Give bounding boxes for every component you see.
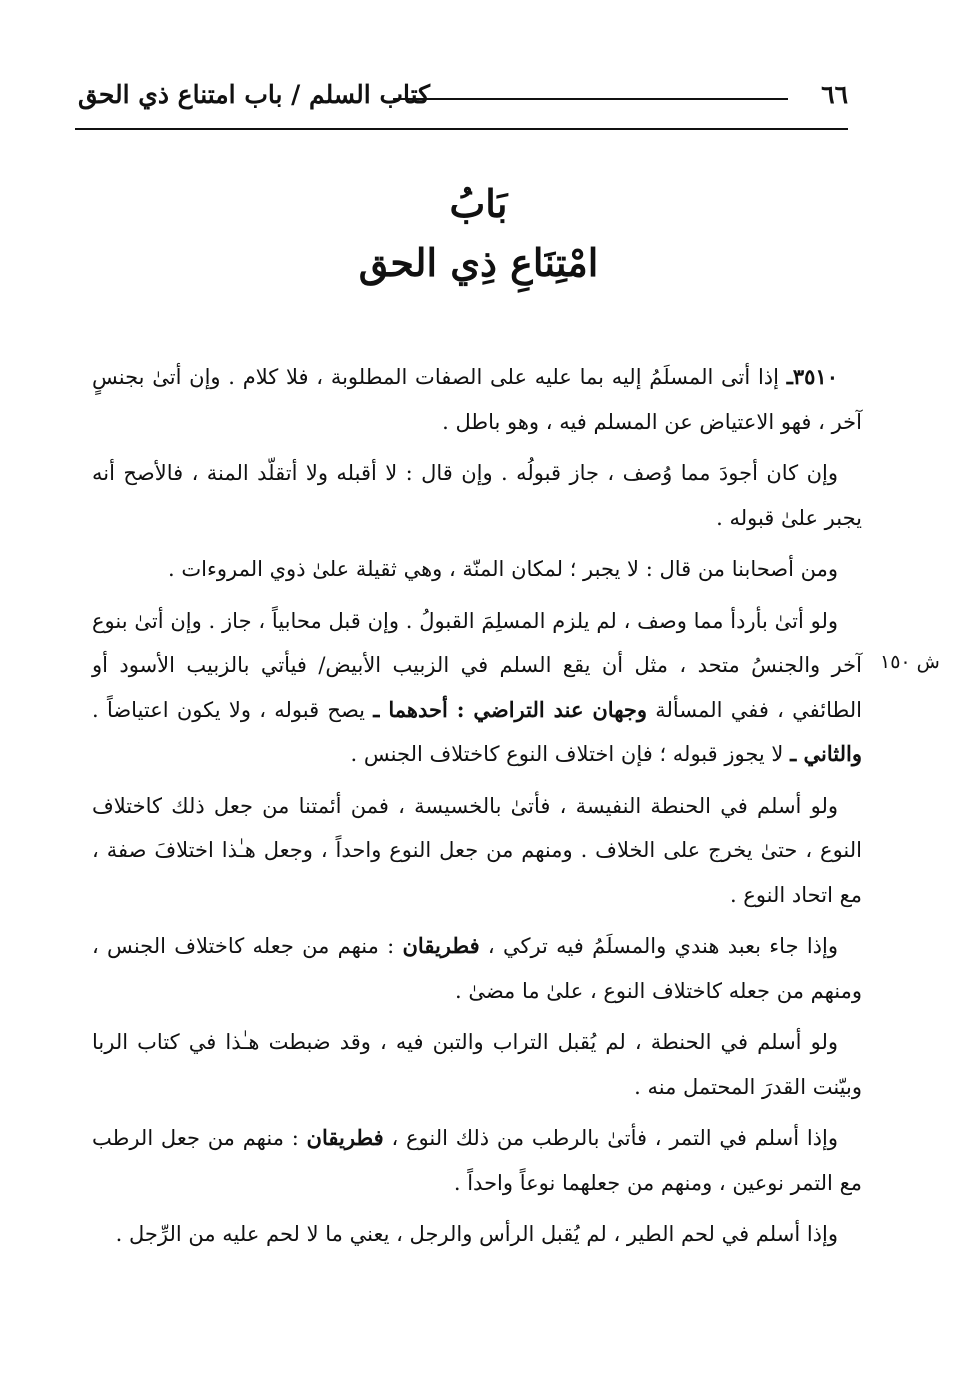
- paragraph-text: لا يجوز قبوله ؛ فإن اختلاف النوع كاختلاف الجنس .: [350, 742, 791, 766]
- paragraph-text: وإذا أسلم في التمر ، فأتىٰ بالرطب من ذلك النوع ،: [383, 1126, 838, 1150]
- paragraph-text: إذا أتى المسلَمُ إليه بما عليه على الصفات المطلوبة ، فلا كلام . وإن أتىٰ بجنسٍ آخر ، فهو الاعتياض عن المسلم فيه ، وهو باطل .: [92, 365, 862, 434]
- chapter-label: بَابُ: [449, 181, 508, 226]
- bold-phrase: فطريقان: [402, 933, 480, 958]
- margin-note: ش ١٥٠: [880, 651, 940, 673]
- paragraph: [92, 599, 862, 777]
- paragraph-text: وإن كان أجودَ مما وُصف ، جاز قبولُه . وإن قال : لا أقبله ولا أتقلّد المنة ، فالأصح أنه يجبر علىٰ قبوله .: [92, 461, 862, 530]
- paragraph: [92, 451, 862, 540]
- paragraph: [92, 784, 862, 918]
- paragraph: [92, 1020, 862, 1109]
- chapter-heading: [0, 175, 957, 293]
- paragraph-text: ولو أسلم في الحنطة ، لم يُقبل التراب والتبن فيه ، وقد ضبطت هـٰذا في كتاب الربا وبيّنت القدرَ المحتمل منه .: [92, 1030, 862, 1099]
- page-number: ٦٦: [821, 80, 848, 109]
- paragraph-text: : منهم من جعله كاختلاف الجنس ، ومنهم من جعله كاختلاف النوع ، علىٰ ما مضىٰ .: [92, 934, 862, 1003]
- paragraph: [92, 1116, 862, 1205]
- paragraph-text: وإذا جاء بعبد هندي والمسلَمُ فيه تركي ،: [479, 934, 838, 958]
- bold-phrase: وجهان عند التراضي : أحدهما ـ: [373, 696, 647, 722]
- paragraph: [92, 547, 862, 592]
- paragraph: [92, 924, 862, 1013]
- header-rule: [393, 98, 788, 100]
- paragraph-text: : منهم من جعل الرطب مع التمر نوعين ، ومنهم من جعلهما نوعاً واحداً .: [92, 1126, 862, 1195]
- issue-number: ٣٥١٠ـ: [786, 364, 838, 389]
- chapter-title: امْتِنَاعِ ذِي الحق: [358, 240, 599, 285]
- paragraph-text: وإذا أسلم في لحم الطير ، لم يُقبل الرأس والرجل ، يعني ما لا لحم عليه من الرِّجل .: [115, 1222, 838, 1246]
- bold-phrase: والثاني ـ: [790, 741, 862, 766]
- running-title: كتاب السلم / باب امتناع ذي الحق: [78, 80, 431, 109]
- header-underline: [75, 128, 848, 130]
- paragraph: [92, 1212, 862, 1257]
- paragraph: [92, 355, 862, 444]
- running-header: [78, 76, 848, 120]
- paragraph-text: يصح قبوله ، ولا يكون اعتياضاً .: [92, 697, 374, 722]
- paragraph-text: ولو أسلم في الحنطة النفيسة ، فأتىٰ بالخسيسة ، فمن أئمتنا من جعل ذلك كاختلاف النوع ، حتىٰ يخرج على الخلاف . ومنهم من جعل النوع واحداً ، وجعل هـٰذا اختلافَ صفة ، مع اتحاد النوع .: [92, 793, 862, 907]
- bold-phrase: فطريقان: [306, 1125, 384, 1150]
- body-text: [92, 355, 862, 1264]
- paragraph-text: ولو أتىٰ بأردأ مما وصف ، لم يلزم المسلِمَ القبولُ . وإن قبل محابياً ، جاز . وإن أتىٰ بنوع آخر والجنسُ متحد ، مثل أن يقع السلم في الزبيب الأبيض/ فيأتي بالزبيب الأسود أو الطائفي ، ففي المسألة: [92, 608, 862, 722]
- paragraph-text: ومن أصحابنا من قال : لا يجبر ؛ لمكان المنّة ، وهي ثقيلة علىٰ ذوي المروءات .: [168, 557, 838, 581]
